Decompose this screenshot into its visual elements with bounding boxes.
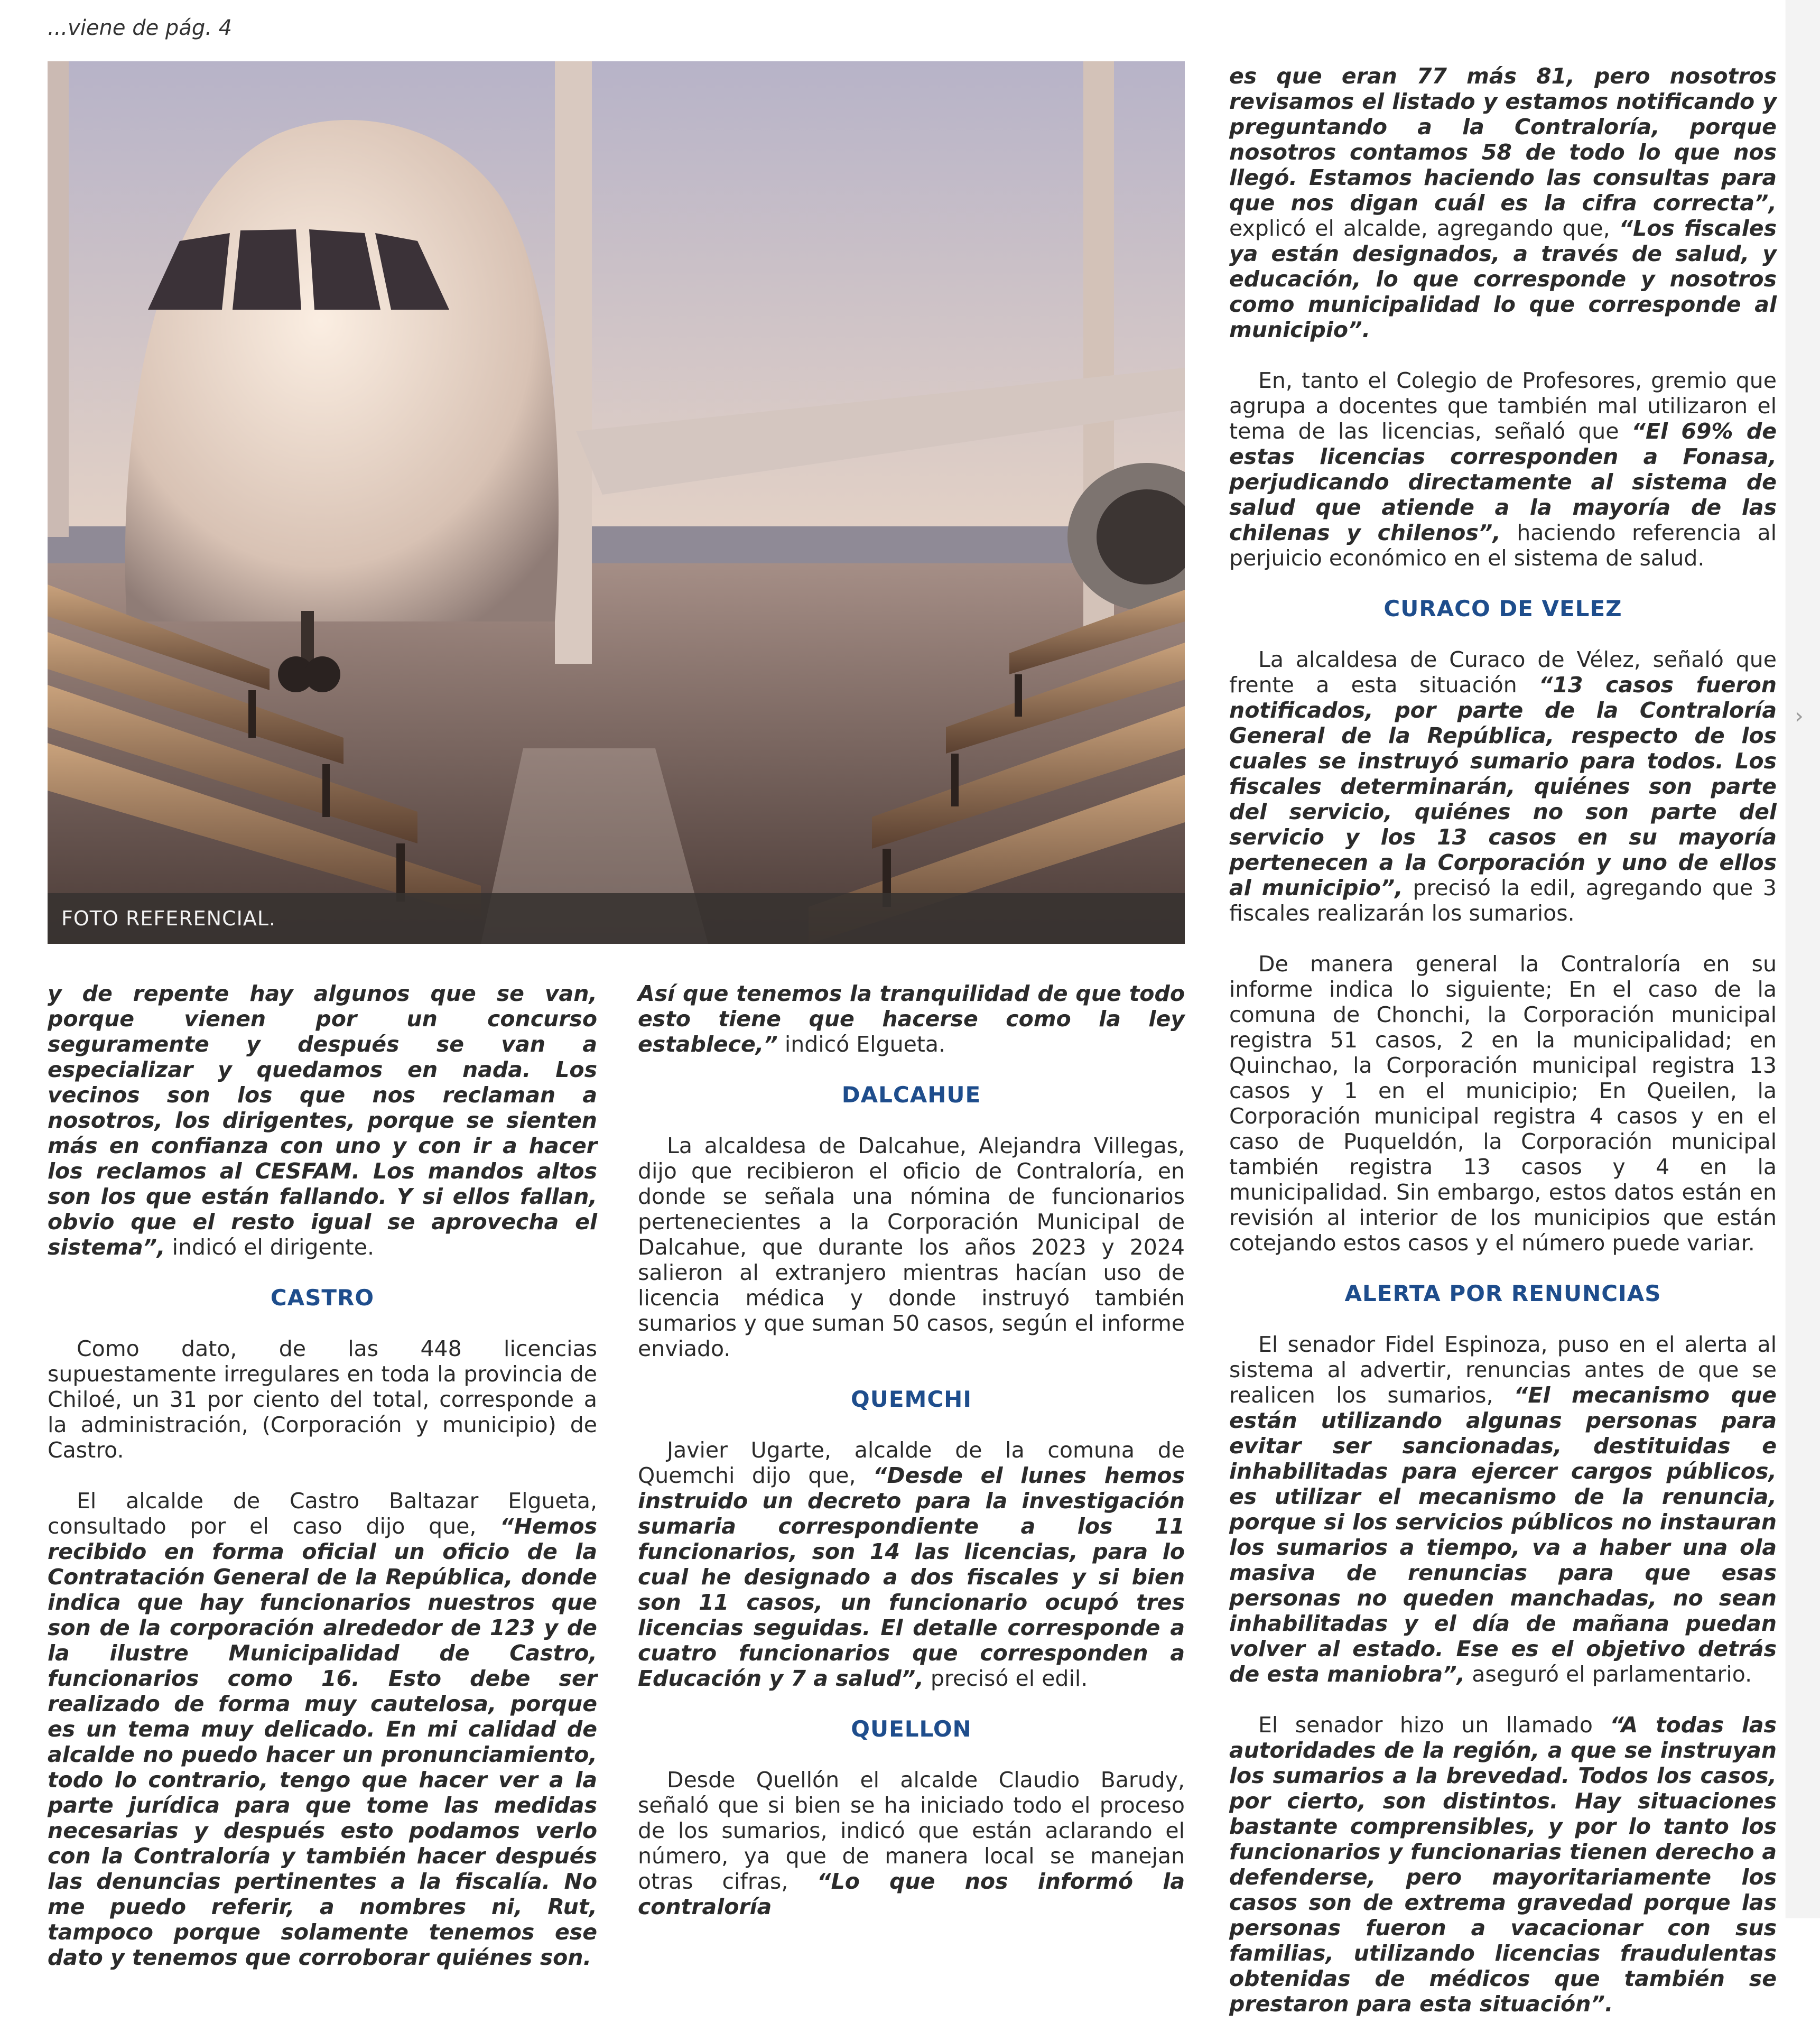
lead-text: Javier Ugarte, alcalde de la comuna de Quemchi dijo que, [638,1437,1185,1488]
paragraph [1229,647,1777,926]
quote: “Hemos recibido en forma oficial un oficio de la Contratación General de la República, donde indica que hay funcionarios nuestros que son de la corporación alrededor de 123 y de la ilustre Municipalidad de Castro, funcionarios como 16. Esto debe ser realizado de forma muy cautelosa, porque es un tema muy delicado. En mi calidad de alcalde no puedo hacer un pronunciamiento, todo lo contrario, tengo que hacer ver a la parte jurídica para que tome las medidas necesarias y después esto podamos verlo con la Contraloría y también hacer después las denuncias pertinentes a la fiscalía. No me puedo referir, a nombres ni, Rut, tampoco porque solamente tenemos ese dato y tenemos que corroborar quiénes son. [48,1514,597,1970]
quote: “A todas las autoridades de la región, a que se instruyan los sumarios a la brevedad. Todos los casos, por cierto, son distintos. Hay situaciones bastante comprensibles, y por lo tanto los funcionarios y funcionarias tienen derecho a defenderse, pero mayoritariamente los casos son de extrema gravedad porque las personas fueron a vacacionar con sus familias, utilizando licencias fraudulentas obtenidas de médicos que también se prestaron para esta situación”. [1229,1712,1777,2017]
article-column-1 [48,981,597,1995]
paragraph: De manera general la Contraloría en su informe indica lo siguiente; En el caso de la comuna de Chonchi, la Corporación municipal registra 51 casos, 2 en la municipalidad; en Quinchao, la Corporación municipal registra 13 casos y 1 en el municipio; En Queilen, la Corporación municipal registra 4 casos y en el caso de Puqueldón, la Corporación municipal también registra 13 casos y 4 en la municipalidad. Sin embargo, estos datos están en revisión al interior de los municipios que están cotejando estos casos y el número puede variar. [1229,951,1777,1256]
paragraph [1229,368,1777,571]
attribution: indicó Elgueta. [777,1032,946,1057]
section-heading-quemchi: QUEMCHI [851,1386,972,1412]
paragraph [638,1437,1185,1691]
paragraph: Como dato, de las 448 licencias supuestamente irregulares en toda la provincia de Chiloé, un 31 por ciento del total, corresponde a la administración, (Corporación y municipio) de Castro. [48,1336,597,1463]
lead-text: Desde Quellón el alcalde Claudio Barudy, señaló que si bien se ha iniciado todo el proceso de los sumarios, indicó que están aclarando el número, ya que de manera local se manejan otras cifras, [638,1767,1185,1894]
lead-text: El senador Fidel Espinoza, puso en el alerta al sistema al advertir, renuncias antes de que se realicen los sumarios, [1229,1332,1777,1408]
quote: “Lo que nos informó la contraloría [638,1869,1185,1919]
airplane-at-terminal-photo [48,61,1185,944]
attribution: precisó el edil. [923,1666,1088,1691]
attribution: aseguró el parlamentario. [1465,1662,1752,1687]
lead-text: En, tanto el Colegio de Profesores, gremio que agrupa a docentes que también mal utilizaron el tema de las licencias, señaló que [1229,368,1777,444]
viewer-scroll-rail[interactable] [1786,0,1820,1918]
quote: es que eran 77 más 81, pero nosotros revisamos el listado y estamos notificando y preguntando a la Contraloría, porque nosotros contamos 58 de todo lo que nos llegó. Estamos haciendo las consultas para que nos digan cuál es la cifra correcta”, [1229,63,1777,216]
quote: “Los fiscales ya están designados, a través de salud, y educación, lo que corresponde y nosotros como municipalidad lo que corresponde al municipio”. [1229,216,1777,342]
section-heading-dalcahue: DALCAHUE [841,1082,981,1108]
section-heading-alerta: ALERTA POR RENUNCIAS [1344,1280,1661,1306]
paragraph [1229,1332,1777,1687]
quote: “El 69% de estas licencias corresponden a Fonasa, perjudicando directamente al sistema de salud que atiende a la mayoría de las chilenas y chilenos”, [1229,419,1777,545]
quote: “Desde el lunes hemos instruido un decreto para la investigación sumaria correspondiente a los 11 funcionarios, son 14 las licencias, para lo cual he designado a dos fiscales y si bien son 11 casos, un funcionario ocupó tres licencias seguidas. El detalle corresponde a cuatro funcionarios que corresponden a Educación y 7 a salud”, [638,1463,1185,1691]
attribution: explicó el alcalde, agregando que, [1229,216,1619,241]
photo-caption: FOTO REFERENCIAL. [48,893,1185,944]
paragraph [1229,63,1777,342]
section-heading-castro: CASTRO [270,1285,375,1311]
paragraph [48,1488,597,1970]
paragraph [638,1767,1185,1919]
article-column-3 [1229,63,1777,2042]
quote: Así que tenemos la tranquilidad de que todo esto tiene que hacerse como la ley establece,” [638,981,1185,1057]
section-heading-curaco: CURACO DE VELEZ [1383,596,1622,621]
article-column-2 [638,981,1185,1945]
quote: y de repente hay algunos que se van, porque vienen por un concurso seguramente y después se van a especializar y quedamos en nada. Los vecinos son los que nos reclaman a nosotros, los dirigentes, porque se sienten más en confianza con uno y con ir a hacer los reclamos al CESFAM. Los mandos altos son los que están fallando. Y si ellos fallan, obvio que el resto igual se aprovecha el sistema”, [48,981,597,1260]
continued-from-label: ...viene de pág. 4 [48,16,233,40]
quote: “El mecanismo que están utilizando algunas personas para evitar ser sancionadas, destituidas e inhabilitadas para ejercer cargos públicos, es utilizar el mecanismo de la renuncia, porque si los servicios públicos no instauran los sumarios a tiempo, va a haber una ola masiva de renuncias para que esas personas no queden manchadas, no sean inhabilitadas y el día de mañana puedan volver al estado. Ese es el objetivo detrás de esta maniobra”, [1229,1382,1777,1687]
paragraph [1229,1712,1777,2017]
lead-text: La alcaldesa de Curaco de Vélez, señaló que frente a esta situación [1229,647,1777,698]
attribution: indicó el dirigente. [165,1235,375,1260]
section-heading-quellon: QUELLON [851,1716,972,1742]
quote: “13 casos fueron notificados, por parte de la Contraloría General de la República, respecto de los cuales se instruyó sumario para todos. Los fiscales determinarán, quiénes son parte del servicio, quiénes no son parte del servicio y los 13 casos en su mayoría pertenecen a la Corporación y uno de ellos al municipio”, [1229,672,1777,901]
article-photo [48,61,1185,944]
attribution: haciendo referencia al perjuicio económico en el sistema de salud. [1229,520,1777,571]
lead-text: El alcalde de Castro Baltazar Elgueta, consultado por el caso dijo que, [48,1488,597,1539]
lead-text: El senador hizo un llamado [1258,1712,1610,1738]
paragraph [638,981,1185,1057]
chevron-right-icon[interactable]: › [1795,703,1804,729]
paragraph: La alcaldesa de Dalcahue, Alejandra Villegas, dijo que recibieron el oficio de Contraloría, en donde se señala una nómina de funcionarios pertenecientes a la Corporación Municipal de Dalcahue, que durante los años 2023 y 2024 salieron al extranjero mientras hacían uso de licencia médica y donde instruyó también sumarios y que suman 50 casos, según el informe enviado. [638,1133,1185,1361]
paragraph [48,981,597,1260]
attribution: precisó la edil, agregando que 3 fiscales realizarán los sumarios. [1229,875,1777,926]
